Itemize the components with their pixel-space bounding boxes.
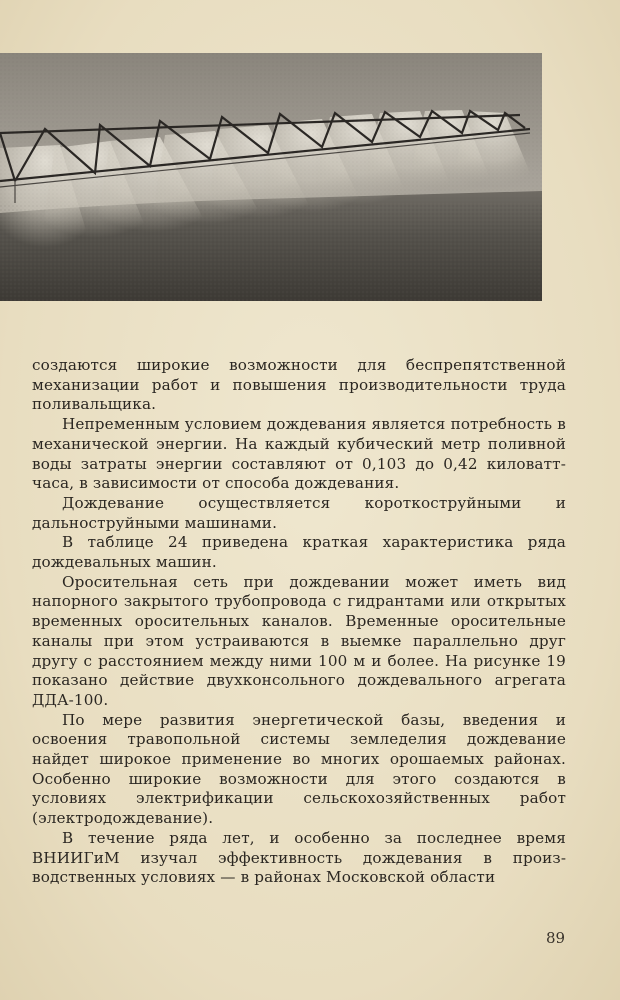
paragraph: Оросительная сеть при дождевании может иметь вид напорного закрытого трубопровода с гидрантами или открытых временных оросительных каналов. Временные оросительные каналы при этом устраиваются в выемке параллельно друг другу с расстоянием между ними 100 м и более. На рисунке 19 показано действие двухконсольного дождевального агрегата ДДА-100. xyxy=(32,572,566,709)
paragraph: По мере развития энергетической базы, введения и освоения травопольной системы земледелия дождевание найдет широкое применение во многих орошаемых районах. Особенно широкие возможности для этого создаются в условиях электрификации сельскохозяйственных работ (электродождевание). xyxy=(32,710,566,828)
paragraph: В таблице 24 приведена краткая характеристика ряда дождевальных машин. xyxy=(32,533,566,572)
paragraph: Дождевание осуществляется короткоструйными и дальноструйными машинами. xyxy=(32,493,566,532)
paragraph: В течение ряда лет, и особенно за последнее время ВНИИГиМ изучал эффективность дождевания в производственных условиях — в районах Московской области xyxy=(32,828,566,887)
paragraph: Непременным условием дождевания является потребность в механической энергии. На каждый кубический метр поливной воды затраты энергии составляют от 0,103 до 0,42 киловатт-часа, в зависимости от способа дождевания. xyxy=(32,415,566,493)
page-number: 89 xyxy=(546,929,566,947)
paragraph: создаются широкие возможности для беспрепятственной механизации работ и повышения производительности труда поливальщика. xyxy=(32,356,566,414)
body-text xyxy=(32,356,566,888)
sprinkler-photo xyxy=(0,53,542,301)
